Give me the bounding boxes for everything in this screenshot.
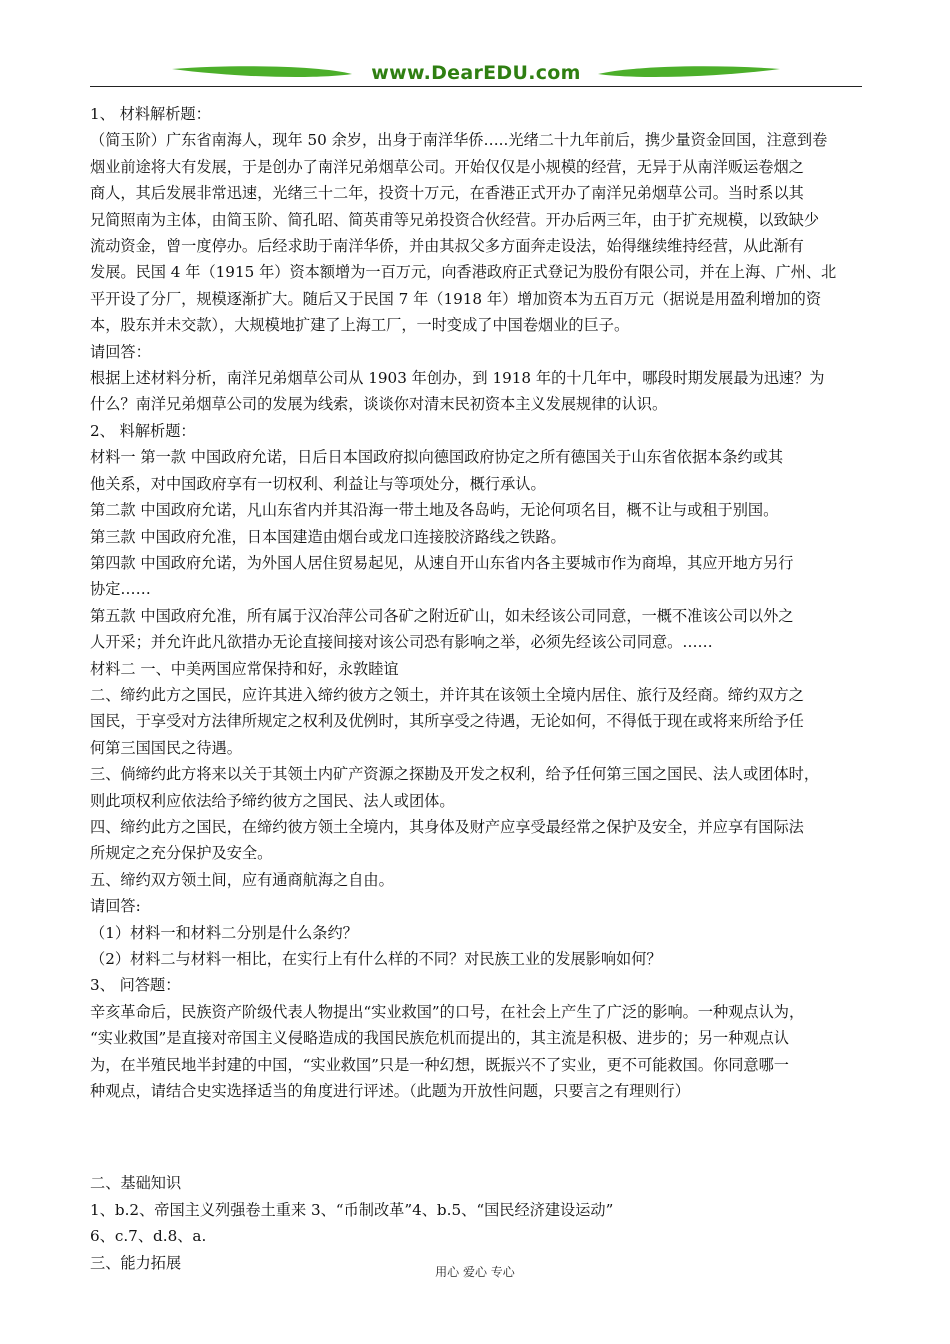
text-line: 请回答: [90,897,141,916]
text-line: 1、b.2、帝国主义列强卷土重来 3、“币制改革”4、b.5、“国民经济建设运动” [90,1200,614,1219]
text-line: 材料一 第一款 中国政府允诺，日后日本国政府拟向德国政府协定之所有德国关于山东省依据本条约或其 [90,448,784,467]
text-line: 烟业前途将大有发展，于是创办了南洋兄弟烟草公司。开始仅仅是小规模的经营，无异于从南洋贩运卷烟之 [90,157,804,176]
text-line: 国民，于享受对方法律所规定之权利及优例时，其所享受之待遇，无论如何，不得低于现在或将来所给予任 [90,712,804,731]
text-line: 所规定之充分保护及安全。 [90,844,273,863]
text-line: 五、缔约双方领土间，应有通商航海之自由。 [90,870,394,889]
text-line: 辛亥革命后，民族资产阶级代表人物提出“实业救国”的口号，在社会上产生了广泛的影响。一种观点认为， [90,1002,805,1021]
header-divider [90,86,862,87]
text-line: 第四款 中国政府允诺，为外国人居住贸易起见，从速自开山东省内各主要城市作为商埠，其应开地方另行 [90,553,794,572]
text-line: 2、 料解析题： [90,421,196,440]
questions-section [90,101,862,1104]
text-line: 人开采；并允许此凡欲措办无论直接间接对该公司恐有影响之举，必须先经该公司同意。…… [90,633,713,652]
text-line: 为，在半殖民地半封建的中国，“实业救国”只是一种幻想，既振兴不了实业，更不可能救国。你同意哪一 [90,1055,789,1074]
text-line: 发展。民国 4 年（1915 年）资本额增为一百万元，向香港政府正式登记为股份有限公司，并在上海、广州、北 [90,263,837,282]
text-line: 3、 问答题： [90,976,181,995]
text-line: 平开设了分厂，规模逐渐扩大。随后又于民国 7 年（1918 年）增加资本为五百万元（据说是用盈利增加的资 [90,289,822,308]
text-line: 三、倘缔约此方将来以关于其领土内矿产资源之探勘及开发之权利，给予任何第三国之国民、法人或团体时， [90,765,819,784]
text-line: 三、能力拓展 [90,1253,182,1272]
text-line: 材料二 一、中美两国应常保持和好，永敦睦谊 [90,659,399,678]
text-line: 6、c.7、d.8、a. [90,1227,207,1246]
text-line: 本，股东并未交款），大规模地扩建了上海工厂，一时变成了中国卷烟业的巨子。 [90,316,630,335]
site-logo[interactable]: www.DearEDU.com [371,62,581,84]
text-line: 请回答： [90,342,151,361]
text-line: 何第三国国民之待遇。 [90,738,242,757]
text-line: 根据上述材料分析，南洋兄弟烟草公司从 1903 年创办，到 1918 年的十几年中，哪段时期发展最为迅速？为 [90,369,825,388]
text-line: 第五款 中国政府允准，所有属于汉冶萍公司各矿之附近矿山，如未经该公司同意，一概不准该公司以外之 [90,606,794,625]
document-body [90,101,862,1276]
text-line: 什么？南洋兄弟烟草公司的发展为线索，谈谈你对清末民初资本主义发展规律的认识。 [90,395,668,414]
text-line: 二、基础知识 [90,1174,182,1193]
text-line: 1、 材料解析题： [90,105,211,123]
text-line: 商人，其后发展非常迅速，光绪三十二年，投资十万元，在香港正式开办了南洋兄弟烟草公司。当时系以其 [90,184,804,203]
text-line: 则此项权利应依法给予缔约彼方之国民、法人或团体。 [90,791,455,810]
text-line: （2）材料二与材料一相比，在实行上有什么样的不同？对民族工业的发展影响如何？ [90,950,662,968]
text-line: “实业救国”是直接对帝国主义侵略造成的我国民族危机而提出的，其主流是积极、进步的；另一种观点认 [90,1029,789,1048]
text-line: 兄简照南为主体，由简玉阶、简孔昭、简英甫等兄弟投资合伙经营。开办后两三年，由于扩充规模，以致缺少 [90,210,819,229]
text-line: 协定…… [90,580,151,599]
section-gap [90,1104,862,1170]
text-line: （简玉阶）广东省南海人，现年 50 余岁，出身于南洋华侨…..光绪二十九年前后，携少量资金回国，注意到卷 [90,131,828,150]
text-line: 二、缔约此方之国民，应许其进入缔约彼方之领土，并许其在该领土全境内居住、旅行及经商。缔约双方之 [90,685,804,704]
text-line: 四、缔约此方之国民，在缔约彼方领土全境内，其身体及财产应享受最经常之保护及安全，并应享有国际法 [90,817,804,836]
text-line: 第三款 中国政府允准，日本国建造由烟台或龙口连接胶济路线之铁路。 [90,527,566,546]
text-line: （1）材料一和材料二分别是什么条约？ [90,923,358,942]
text-line: 流动资金，曾一度停办。后经求助于南洋华侨，并由其叔父多方面奔走设法，始得继续维持经营，从此渐有 [90,237,804,256]
text-line: 他关系，对中国政府享有一切权利、利益让与等项处分，概行承认。 [90,474,546,493]
answers-section [90,1170,862,1276]
page-footer: 用心 爱心 专心 [435,1265,515,1279]
text-line: 种观点，请结合史实选择适当的角度进行评述。（此题为开放性问题，只要言之有理则行） [90,1082,690,1101]
text-line: 第二款 中国政府允诺，凡山东省内并其沿海一带土地及各岛屿，无论何项名目，概不让与或租于别国。 [90,501,779,520]
